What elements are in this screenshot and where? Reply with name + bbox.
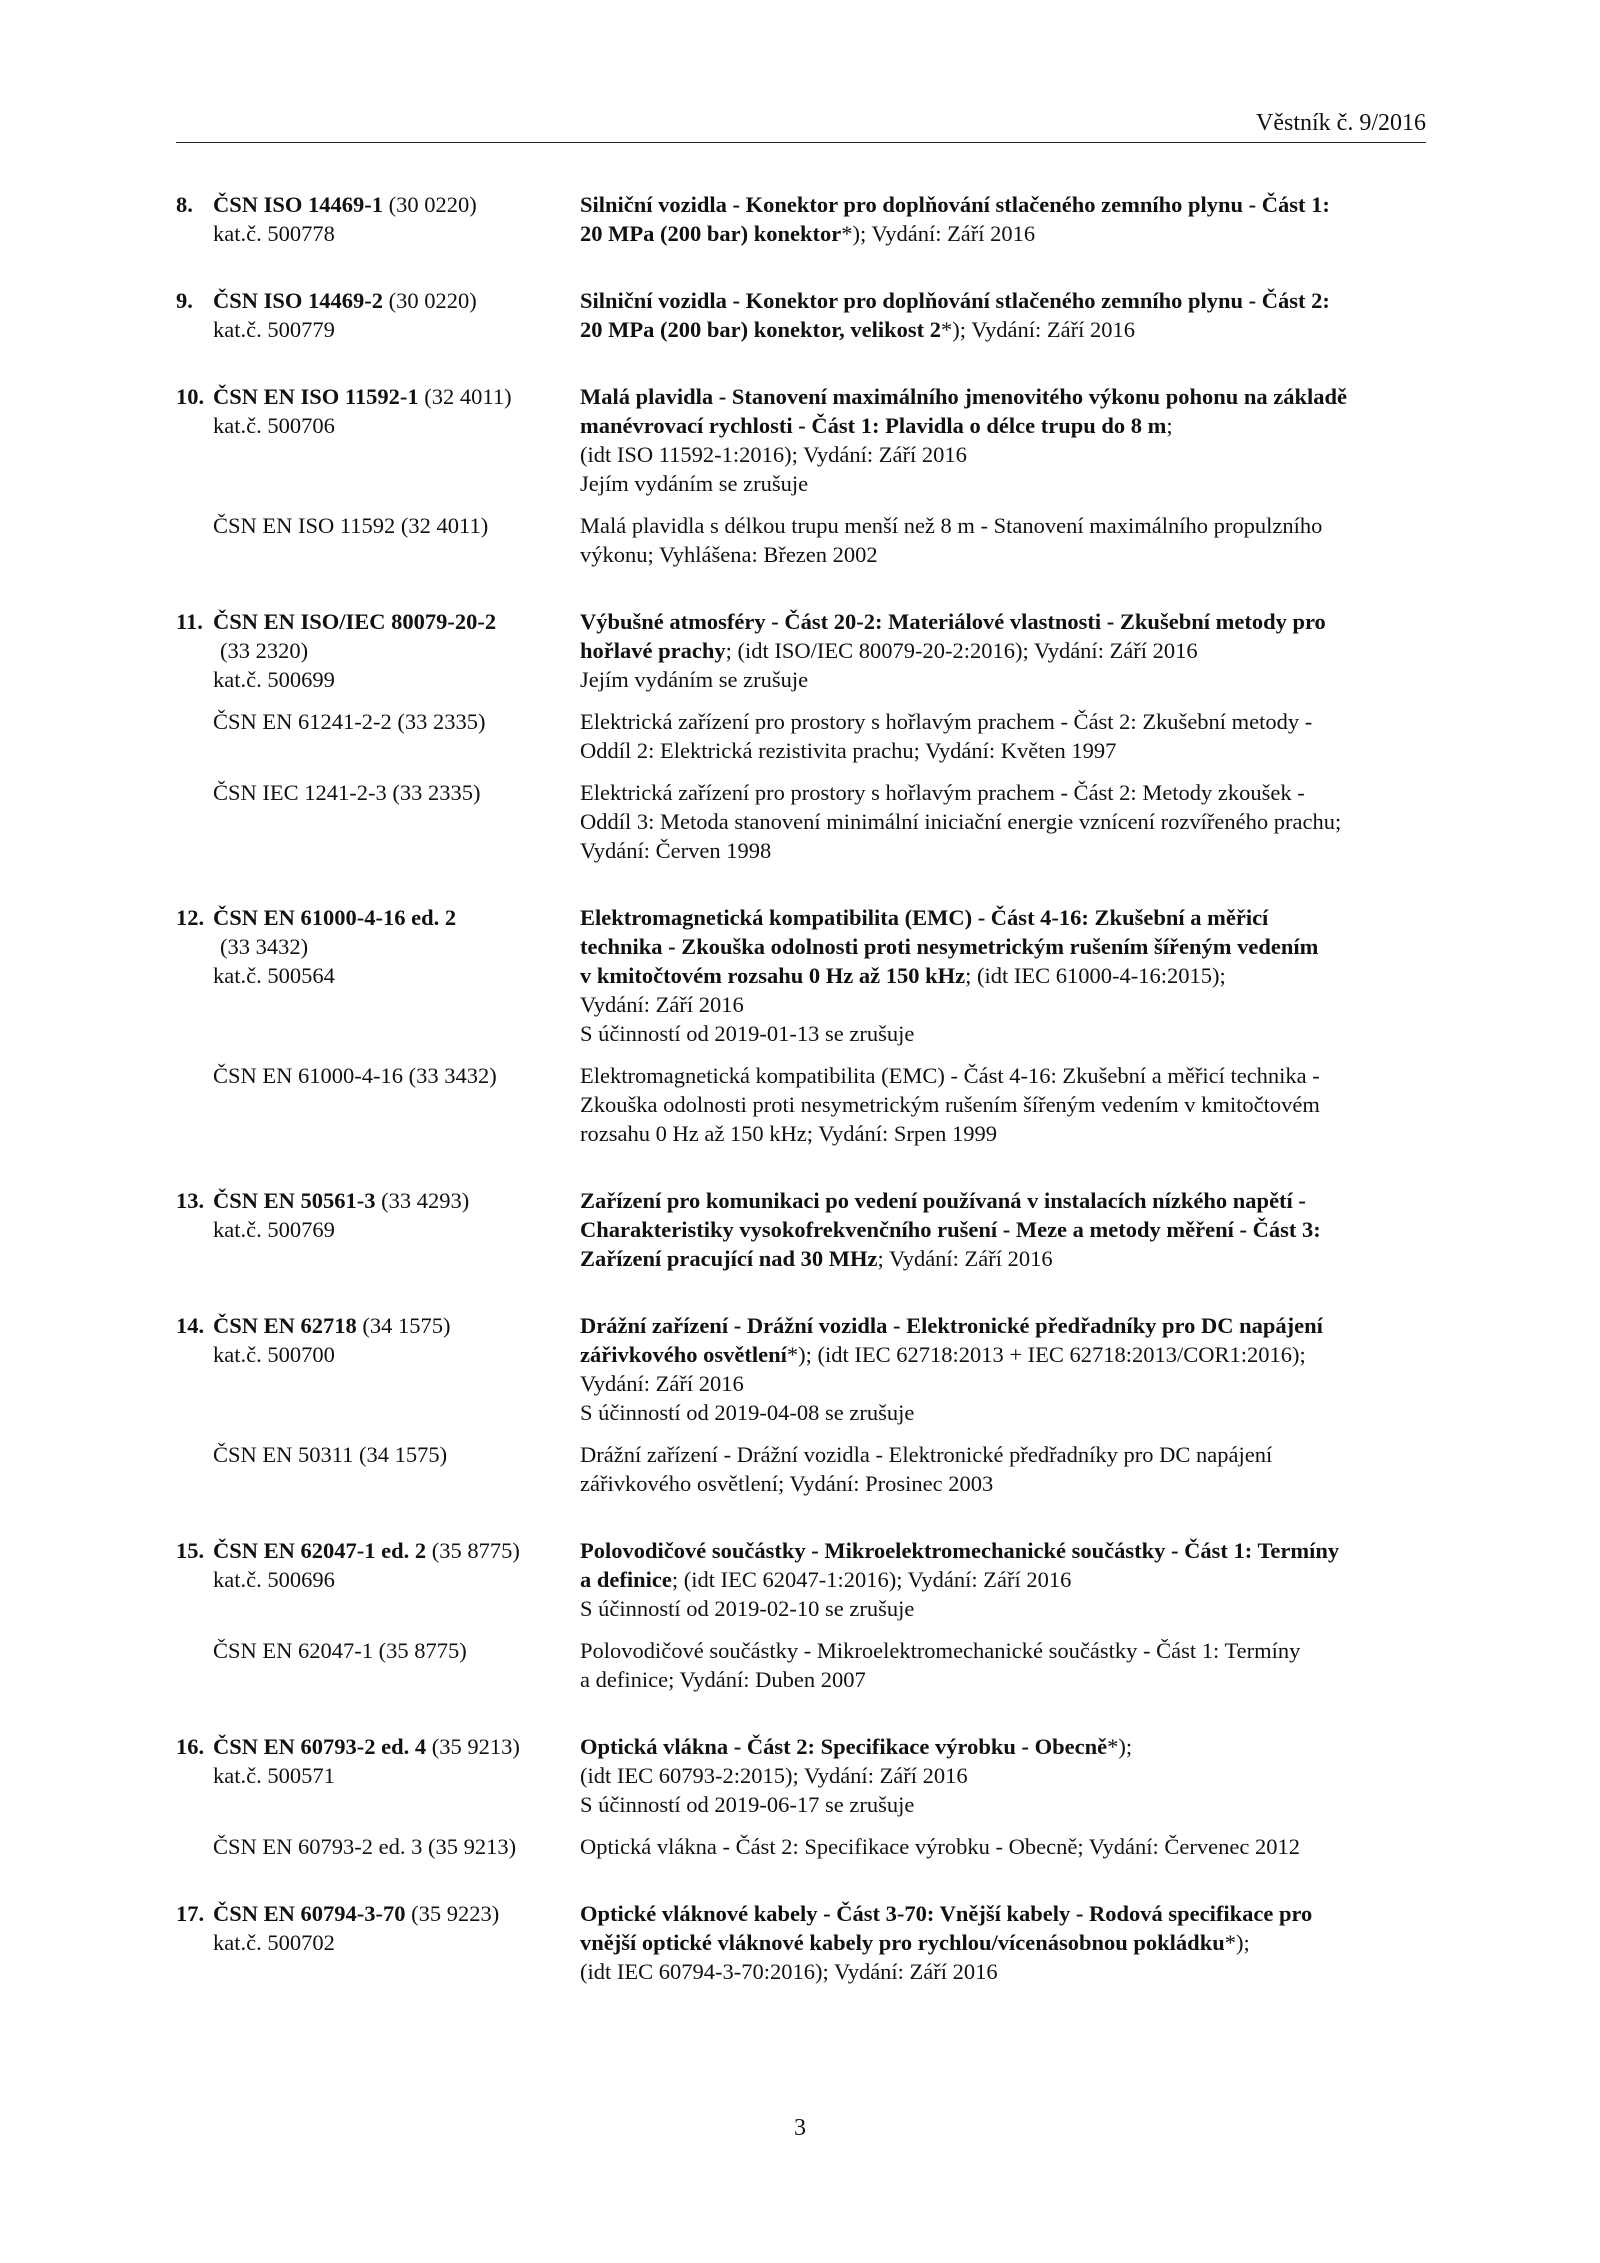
standard-title: Silniční vozidla - Konektor pro doplňování stlačeného zemního plynu - Část 2: [580, 288, 1330, 313]
issue-info: *); [1224, 1930, 1250, 1955]
catalog-number: kat.č. 500571 [213, 1763, 335, 1788]
classification: (35 9223) [405, 1901, 500, 1926]
classification: (30 0220) [383, 288, 477, 313]
classification: (35 9213) [426, 1734, 520, 1759]
classification: (33 3432) [220, 934, 309, 959]
replaced-standard-title: Optická vlákna - Část 2: Specifikace výrobku - Obecně; Vydání: Červenec 2012 [580, 1834, 1300, 1859]
issue-info: *); Vydání: Září 2016 [841, 221, 1036, 246]
replaced-standard-title-cont: Zkouška odolnosti proti nesymetrickým rušením šířeným vedením v kmitočtovém [580, 1092, 1320, 1117]
catalog-number: kat.č. 500778 [213, 221, 335, 246]
standard-code: ČSN EN ISO 11592-1 [213, 384, 419, 409]
issue-info: (idt IEC 60794-3-70:2016); Vydání: Září 2016 [580, 1959, 998, 1984]
standard-title-cont: zářivkového osvětlení [580, 1342, 787, 1367]
replaced-standard-title: Malá plavidla s délkou trupu menší než 8 m - Stanovení maximálního propulzního [580, 513, 1323, 538]
page-number: 3 [794, 2115, 806, 2141]
issue-info: Vydání: Září 2016 [580, 1371, 744, 1396]
entry-number: 17. [176, 1901, 205, 1926]
standard-code: ČSN EN 60793-2 ed. 4 [213, 1734, 427, 1759]
list-item [176, 382, 1426, 569]
standard-title: Silniční vozidla - Konektor pro doplňování stlačeného zemního plynu - Část 1: [580, 192, 1330, 217]
standard-title: Drážní zařízení - Drážní vozidla - Elektronické předřadníky pro DC napájení [580, 1313, 1323, 1338]
classification: (30 0220) [383, 192, 477, 217]
entry-number: 9. [176, 288, 193, 313]
replaced-standard-issue: Vydání: Červen 1998 [580, 838, 772, 863]
standard-title: Zařízení pro komunikaci po vedení používaná v instalacích nízkého napětí - [580, 1188, 1306, 1213]
cancellation-note: S účinností od 2019-02-10 se zrušuje [580, 1596, 915, 1621]
catalog-number: kat.č. 500702 [213, 1930, 335, 1955]
issue-info: *); [1107, 1734, 1133, 1759]
entry-number: 14. [176, 1313, 205, 1338]
standard-code: ČSN EN 61000-4-16 ed. 2 [213, 905, 457, 930]
cancellation-note: Jejím vydáním se zrušuje [580, 471, 809, 496]
entry-number: 10. [176, 384, 205, 409]
standards-list [176, 190, 1426, 2024]
standard-title-cont: a definice [580, 1567, 672, 1592]
standard-title-cont: Zařízení pracující nad 30 MHz [580, 1246, 878, 1271]
catalog-number: kat.č. 500700 [213, 1342, 335, 1367]
issue-info: ; (idt IEC 62047-1:2016); Vydání: Září 2016 [671, 1567, 1072, 1592]
standard-title-cont: 20 MPa (200 bar) konektor, velikost 2 [580, 317, 942, 342]
standard-title: Optická vlákna - Část 2: Specifikace výrobku - Obecně [580, 1734, 1108, 1759]
replaced-standard-title-cont: a definice; Vydání: Duben 2007 [580, 1667, 866, 1692]
standard-code: ČSN EN 50561-3 [213, 1188, 376, 1213]
list-item [176, 286, 1426, 344]
replaced-standard-title: Elektrická zařízení pro prostory s hořlavým prachem - Část 2: Zkušební metody - [580, 709, 1313, 734]
replaced-standard-title-cont: výkonu; Vyhlášena: Březen 2002 [580, 542, 878, 567]
replaced-standard-code: ČSN EN 61241-2-2 (33 2335) [213, 709, 486, 734]
standard-title-cont: technika - Zkouška odolnosti proti nesymetrickým rušením šířeným vedením [580, 934, 1319, 959]
standard-code: ČSN EN 62047-1 ed. 2 [213, 1538, 427, 1563]
replaced-standard-issue: rozsahu 0 Hz až 150 kHz; Vydání: Srpen 1999 [580, 1121, 997, 1146]
issue-info: ; (idt IEC 61000-4-16:2015); [965, 963, 1226, 988]
classification: (33 4293) [375, 1188, 470, 1213]
classification: (32 4011) [418, 384, 512, 409]
bulletin-title: Věstník č. 9/2016 [1256, 110, 1426, 136]
replaced-standard-code: ČSN EN 61000-4-16 (33 3432) [213, 1063, 497, 1088]
classification: (33 2320) [220, 638, 309, 663]
standard-title-cont: 20 MPa (200 bar) konektor [580, 221, 842, 246]
replaced-standard-title: Drážní zařízení - Drážní vozidla - Elektronické předřadníky pro DC napájení [580, 1442, 1273, 1467]
list-item [176, 1186, 1426, 1273]
issue-info: Vydání: Září 2016 [580, 992, 744, 1017]
replaced-standard-code: ČSN EN 60793-2 ed. 3 (35 9213) [213, 1834, 517, 1859]
standard-title: Výbušné atmosféry - Část 20-2: Materiálové vlastnosti - Zkušební metody pro [580, 609, 1326, 634]
list-item [176, 1899, 1426, 1986]
replaced-standard-code: ČSN EN ISO 11592 (32 4011) [213, 513, 489, 538]
issue-info: ; (idt ISO/IEC 80079-20-2:2016); Vydání: Září 2016 [725, 638, 1198, 663]
list-item [176, 190, 1426, 248]
catalog-number: kat.č. 500564 [213, 963, 335, 988]
replaced-standard-title: Elektrická zařízení pro prostory s hořlavým prachem - Část 2: Metody zkoušek - [580, 780, 1305, 805]
standard-title: Malá plavidla - Stanovení maximálního jmenovitého výkonu pohonu na základě [580, 384, 1348, 409]
page-header [176, 108, 1426, 143]
cancellation-note: S účinností od 2019-06-17 se zrušuje [580, 1792, 915, 1817]
standard-title: Optické vláknové kabely - Část 3-70: Vnější kabely - Rodová specifikace pro [580, 1901, 1313, 1926]
list-item [176, 903, 1426, 1148]
replaced-standard-title-cont: zářivkového osvětlení; Vydání: Prosinec 2003 [580, 1471, 994, 1496]
entry-number: 16. [176, 1734, 205, 1759]
list-item [176, 607, 1426, 865]
standard-code: ČSN EN ISO/IEC 80079-20-2 [213, 609, 497, 634]
entry-number: 13. [176, 1188, 205, 1213]
issue-info: ; Vydání: Září 2016 [877, 1246, 1053, 1271]
issue-info: *); (idt IEC 62718:2013 + IEC 62718:2013/COR1:2016); [786, 1342, 1306, 1367]
replaced-standard-title: Elektromagnetická kompatibilita (EMC) - Část 4-16: Zkušební a měřicí technika - [580, 1063, 1320, 1088]
standard-code: ČSN EN 60794-3-70 [213, 1901, 406, 1926]
issue-info: *); Vydání: Září 2016 [941, 317, 1135, 342]
issue-info: (idt IEC 60793-2:2015); Vydání: Září 2016 [580, 1763, 968, 1788]
replaced-standard-code: ČSN EN 62047-1 (35 8775) [213, 1638, 467, 1663]
replaced-standard-title-cont: Oddíl 3: Metoda stanovení minimální iniciační energie vznícení rozvířeného prachu; [580, 809, 1342, 834]
replaced-standard-code: ČSN IEC 1241-2-3 (33 2335) [213, 780, 481, 805]
issue-info: (idt ISO 11592-1:2016); Vydání: Září 2016 [580, 442, 967, 467]
standard-title-cont: Charakteristiky vysokofrekvenčního rušení - Meze a metody měření - Část 3: [580, 1217, 1321, 1242]
entry-number: 11. [176, 609, 203, 634]
classification: (35 8775) [426, 1538, 520, 1563]
list-item [176, 1536, 1426, 1694]
replaced-standard-title: Polovodičové součástky - Mikroelektromechanické součástky - Část 1: Termíny [580, 1638, 1301, 1663]
issue-info: ; [1166, 413, 1173, 438]
catalog-number: kat.č. 500696 [213, 1567, 335, 1592]
standard-title-cont: manévrovací rychlosti - Část 1: Plavidla o délce trupu do 8 m [580, 413, 1167, 438]
catalog-number: kat.č. 500779 [213, 317, 335, 342]
catalog-number: kat.č. 500699 [213, 667, 335, 692]
replaced-standard-title-cont: Oddíl 2: Elektrická rezistivita prachu; Vydání: Květen 1997 [580, 738, 1117, 763]
entry-number: 15. [176, 1538, 205, 1563]
standard-title-cont: v kmitočtovém rozsahu 0 Hz až 150 kHz [580, 963, 966, 988]
classification: (34 1575) [356, 1313, 451, 1338]
standard-title: Elektromagnetická kompatibilita (EMC) - Část 4-16: Zkušební a měřicí [580, 905, 1269, 930]
entry-number: 12. [176, 905, 205, 930]
standard-title-cont: vnější optické vláknové kabely pro rychlou/vícenásobnou pokládku [580, 1930, 1225, 1955]
cancellation-note: Jejím vydáním se zrušuje [580, 667, 809, 692]
list-item [176, 1732, 1426, 1861]
standard-code: ČSN ISO 14469-2 [213, 288, 384, 313]
cancellation-note: S účinností od 2019-04-08 se zrušuje [580, 1400, 915, 1425]
catalog-number: kat.č. 500769 [213, 1217, 335, 1242]
entry-number: 8. [176, 192, 193, 217]
catalog-number: kat.č. 500706 [213, 413, 335, 438]
list-item [176, 1311, 1426, 1498]
standard-code: ČSN EN 62718 [213, 1313, 357, 1338]
replaced-standard-code: ČSN EN 50311 (34 1575) [213, 1442, 448, 1467]
standard-title: Polovodičové součástky - Mikroelektromechanické součástky - Část 1: Termíny [580, 1538, 1340, 1563]
cancellation-note: S účinností od 2019-01-13 se zrušuje [580, 1021, 915, 1046]
standard-title-cont: hořlavé prachy [580, 638, 726, 663]
standard-code: ČSN ISO 14469-1 [213, 192, 384, 217]
